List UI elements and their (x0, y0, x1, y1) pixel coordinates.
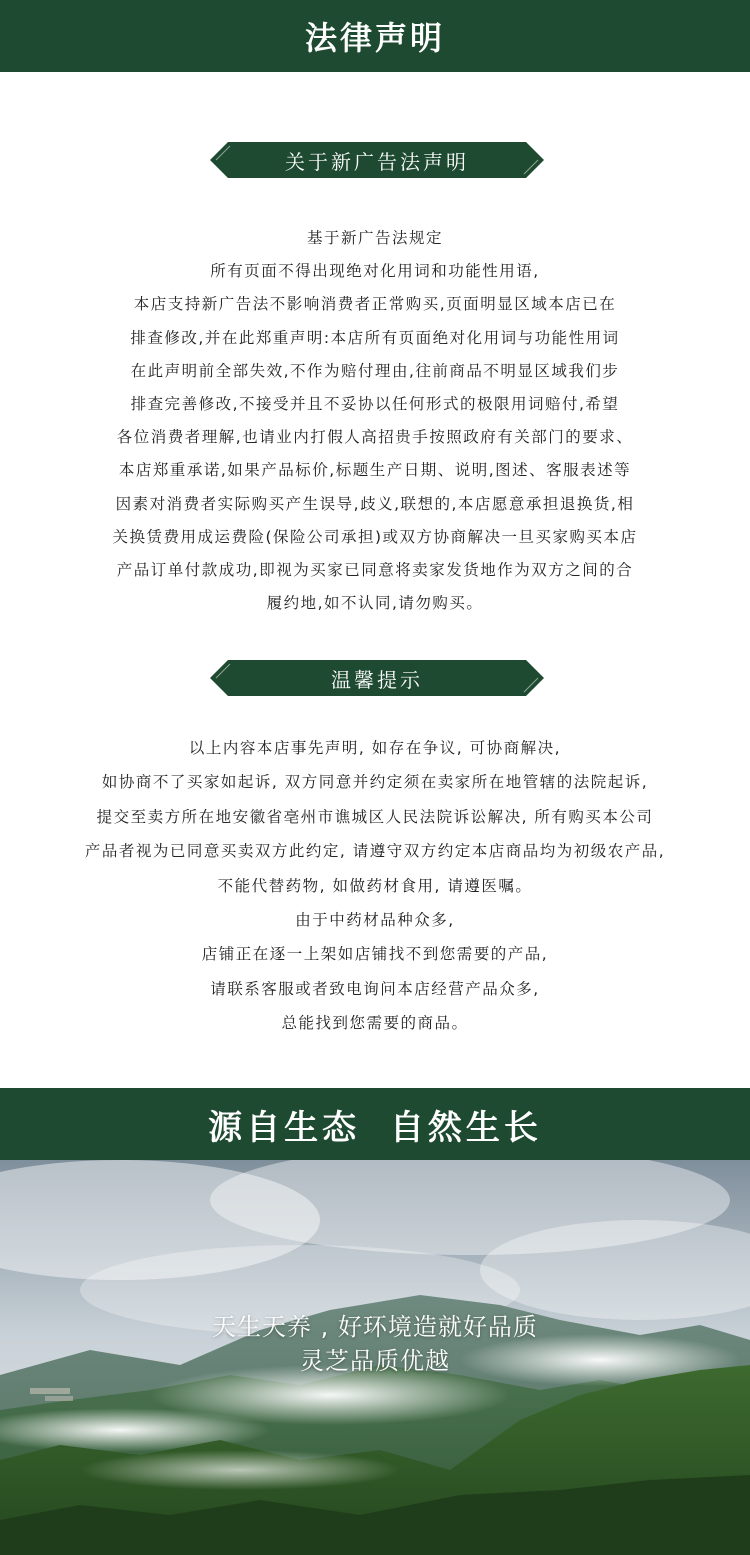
statement-line: 基于新广告法规定 (306, 229, 443, 247)
tips-line: 不能代替药物, 如做药材食用, 请遵医嘱。 (217, 876, 533, 895)
tips-line: 产品者视为已同意买卖双方此约定, 请遵守双方约定本店商品均为初级农产品, (84, 842, 666, 861)
caption-line-2: 灵芝品质优越 (300, 1347, 450, 1375)
ad-law-statement (20, 222, 730, 620)
header-banner (0, 0, 750, 72)
caption-line-1: 天生天养 , 好环境造就好品质 (212, 1313, 538, 1341)
statement-line: 所有页面不得出现绝对化用词和功能性用语, (210, 262, 540, 281)
section-heading-tips (210, 660, 544, 696)
tips-line: 请联系客服或者致电询问本店经营产品众多, (210, 979, 540, 998)
statement-line: 关换赁费用成运费险(保险公司承担)或双方协商解决一旦买家购买本店 (112, 527, 638, 546)
statement-line: 排查完善修改,不接受并且不妥协以任何形式的极限用词赔付,希望 (130, 394, 620, 413)
page-title: 法律声明 (304, 19, 445, 57)
tips-line: 如协商不了买家如起诉, 双方同意并约定须在卖家所在地管辖的法院起诉, (101, 773, 649, 792)
tips-line: 以上内容本店事先声明, 如存在争议, 可协商解决, (188, 739, 562, 757)
statement-line: 排查修改,并在此郑重声明:本店所有页面绝对化用词与功能性用词 (130, 328, 620, 347)
statement-line: 因素对消费者实际购买产生误导,歧义,联想的,本店愿意承担退换货,相 (115, 494, 635, 513)
tips-line: 总能找到您需要的商品。 (281, 1014, 469, 1033)
section-heading-ad-law (210, 142, 544, 178)
statement-line: 本店支持新广告法不影响消费者正常购买,页面明显区域本店已在 (133, 295, 617, 314)
statement-line: 本店郑重承诺,如果产品标价,标题生产日期、说明,图述、客服表述等 (118, 461, 632, 480)
statement-line: 履约地,如不认同,请勿购买。 (266, 594, 484, 613)
footer-banner (0, 1088, 750, 1160)
landscape-photo (0, 1160, 750, 1555)
statement-line: 在此声明前全部失效,不作为赔付理由,往前商品不明显区域我们步 (130, 361, 620, 380)
statement-line: 产品订单付款成功,即视为买家已同意将卖家发货地作为双方之间的合 (116, 560, 634, 579)
tips-line: 店铺正在逐一上架如店铺找不到您需要的产品, (201, 945, 549, 964)
footer-banner-title: 源自生态 自然生长 (208, 1107, 542, 1148)
section-heading-label: 关于新广告法声明 (285, 149, 469, 174)
section-heading-label: 温馨提示 (331, 667, 423, 692)
statement-line: 各位消费者理解,也请业内打假人高招贵手按照政府有关部门的要求、 (116, 428, 634, 447)
tips-statement (20, 731, 730, 1041)
tips-line: 提交至卖方所在地安徽省亳州市谯城区人民法院诉讼解决, 所有购买本公司 (96, 807, 654, 826)
tips-line: 由于中药材品种众多, (295, 910, 455, 929)
landscape-caption (0, 1310, 750, 1378)
